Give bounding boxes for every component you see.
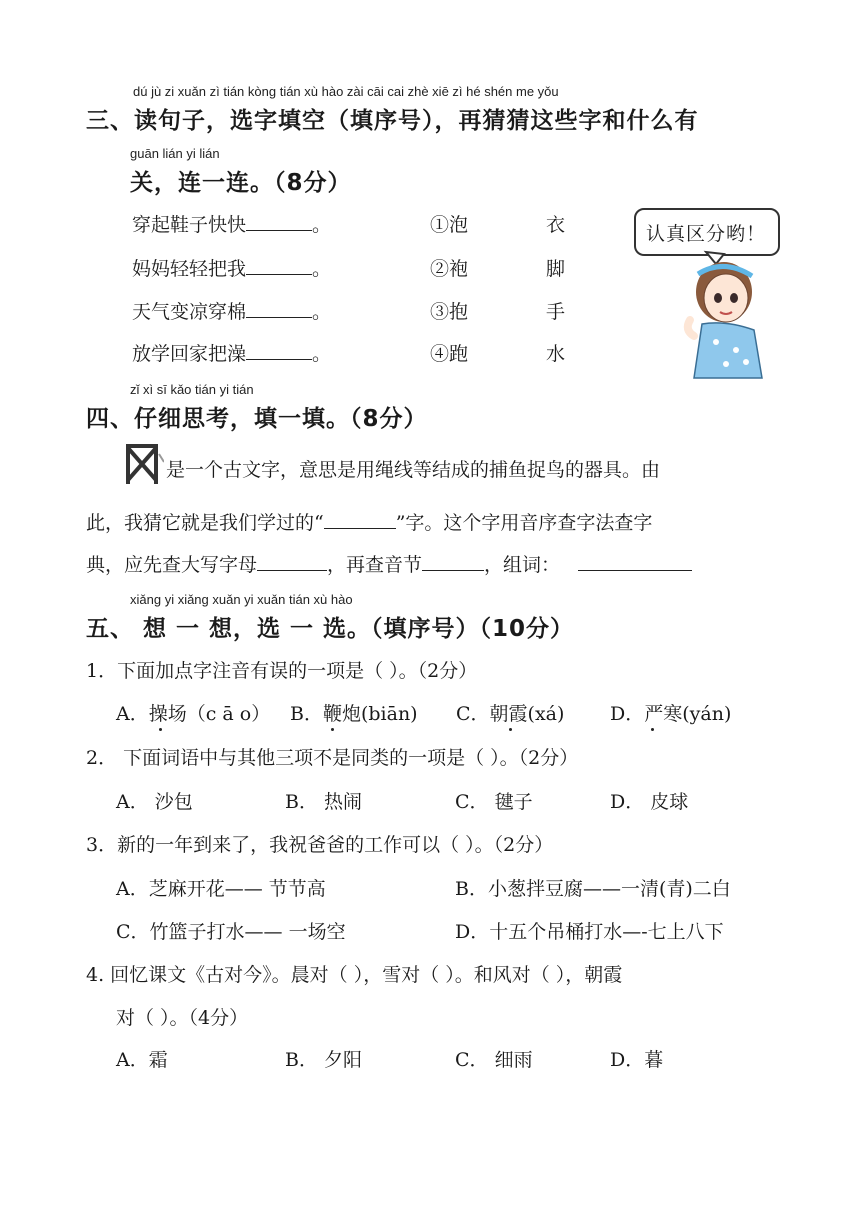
q1-stem: 1．下面加点字注音有误的一项是（ ）。（2分） xyxy=(86,660,478,682)
section4-line3: 典，应先查大写字母 ，再查音节 ，组词： xyxy=(86,550,692,577)
q1-option-b[interactable]: B．鞭炮(biān) xyxy=(290,703,418,725)
sentence-row-1: 穿起鞋子快快 。 xyxy=(132,214,332,236)
section4-line1: 是一个古文字，意思是用绳线等结成的捕鱼捉鸟的器具。由 xyxy=(166,459,661,481)
section3-title-line2: 关，连一连。（8分） xyxy=(130,170,352,196)
answer-blank-4[interactable] xyxy=(246,358,312,360)
target-1: 衣 xyxy=(546,214,566,236)
q1-option-d[interactable]: D．严寒(yán) xyxy=(610,703,732,725)
q2-option-c[interactable]: C． 毽子 xyxy=(455,791,533,813)
word-blank[interactable] xyxy=(578,569,692,571)
q1-option-a[interactable]: A．操场（c ā o） xyxy=(116,703,271,725)
q2-stem: 2． 下面词语中与其他三项不是同类的一项是（ ）。（2分） xyxy=(86,747,579,769)
q2-option-b[interactable]: B． 热闹 xyxy=(285,791,363,813)
sentence-row-2: 妈妈轻轻把我 。 xyxy=(132,258,332,280)
q3-option-c[interactable]: C．竹篮子打水—— 一场空 xyxy=(116,921,346,943)
q4-option-b[interactable]: B． 夕阳 xyxy=(285,1049,363,1071)
capital-letter-blank[interactable] xyxy=(257,569,327,571)
sentence-row-4: 放学回家把澡 。 xyxy=(132,343,332,365)
character-blank[interactable] xyxy=(324,527,396,529)
choice-2: ②袍 xyxy=(430,258,469,280)
section4-pinyin: zǐ xì sī kǎo tián yi tián xyxy=(130,382,254,397)
q4-option-d[interactable]: D．暮 xyxy=(610,1049,664,1071)
choice-4: ④跑 xyxy=(430,343,469,365)
q3-option-d[interactable]: D．十五个吊桶打水—-七上八下 xyxy=(455,921,724,943)
sentence-row-3: 天气变凉穿棉 。 xyxy=(132,301,332,323)
q3-option-b[interactable]: B．小葱拌豆腐——一清(青)二白 xyxy=(455,878,731,900)
section5-title: 五、 想 一 想，选 一 选。（填序号）（10分） xyxy=(86,616,575,642)
q1-option-c[interactable]: C．朝霞(xá) xyxy=(456,703,565,725)
q4-option-a[interactable]: A．霜 xyxy=(116,1049,168,1071)
syllable-blank[interactable] xyxy=(422,569,484,571)
answer-blank-2[interactable] xyxy=(246,273,312,275)
q2-option-a[interactable]: A． 沙包 xyxy=(116,791,193,813)
target-2: 脚 xyxy=(546,258,566,280)
section5-pinyin: xiǎng yi xiǎng xuǎn yi xuǎn tián xù hào xyxy=(130,592,353,607)
q2-option-d[interactable]: D． 皮球 xyxy=(610,791,689,813)
target-4: 水 xyxy=(546,343,566,365)
emphasis-dot xyxy=(331,728,334,731)
section3-pinyin-line1: dú jù zi xuǎn zì tián kòng tián xù hào zài cāi cai zhè xiē zì hé shén me yǒu xyxy=(133,84,559,99)
ancient-character-glyph xyxy=(120,440,164,486)
section4-line2: 此，我猜它就是我们学过的“ ”字。这个字用音序查字法查字 xyxy=(86,512,653,534)
q4-option-c[interactable]: C． 细雨 xyxy=(455,1049,533,1071)
target-3: 手 xyxy=(546,301,566,323)
q3-option-a[interactable]: A．芝麻开花—— 节节高 xyxy=(116,878,326,900)
emphasis-dot xyxy=(651,728,654,731)
q4-stem-line2: 对（ ）。（4分） xyxy=(116,1007,249,1029)
q4-stem-line1: 4. 回忆课文《古对今》。晨对（ ），雪对（ ）。和风对（ ），朝霞 xyxy=(86,964,623,986)
choice-3: ③抱 xyxy=(430,301,469,323)
q3-stem: 3．新的一年到来了，我祝爸爸的工作可以（ ）。（2分） xyxy=(86,834,554,856)
section3-title-line1: 三、读句子，选字填空（填序号），再猜猜这些字和什么有 xyxy=(86,108,699,134)
answer-blank-3[interactable] xyxy=(246,316,312,318)
section3-pinyin-line2: guān lián yi lián xyxy=(130,146,220,161)
emphasis-dot xyxy=(509,728,512,731)
emphasis-dot xyxy=(159,728,162,731)
choice-1: ①泡 xyxy=(430,214,469,236)
speech-bubble: 认真区分哟！ xyxy=(634,208,780,256)
answer-blank-1[interactable] xyxy=(246,229,312,231)
girl-illustration xyxy=(676,250,776,380)
section4-title: 四、仔细思考，填一填。（8分） xyxy=(86,406,428,432)
